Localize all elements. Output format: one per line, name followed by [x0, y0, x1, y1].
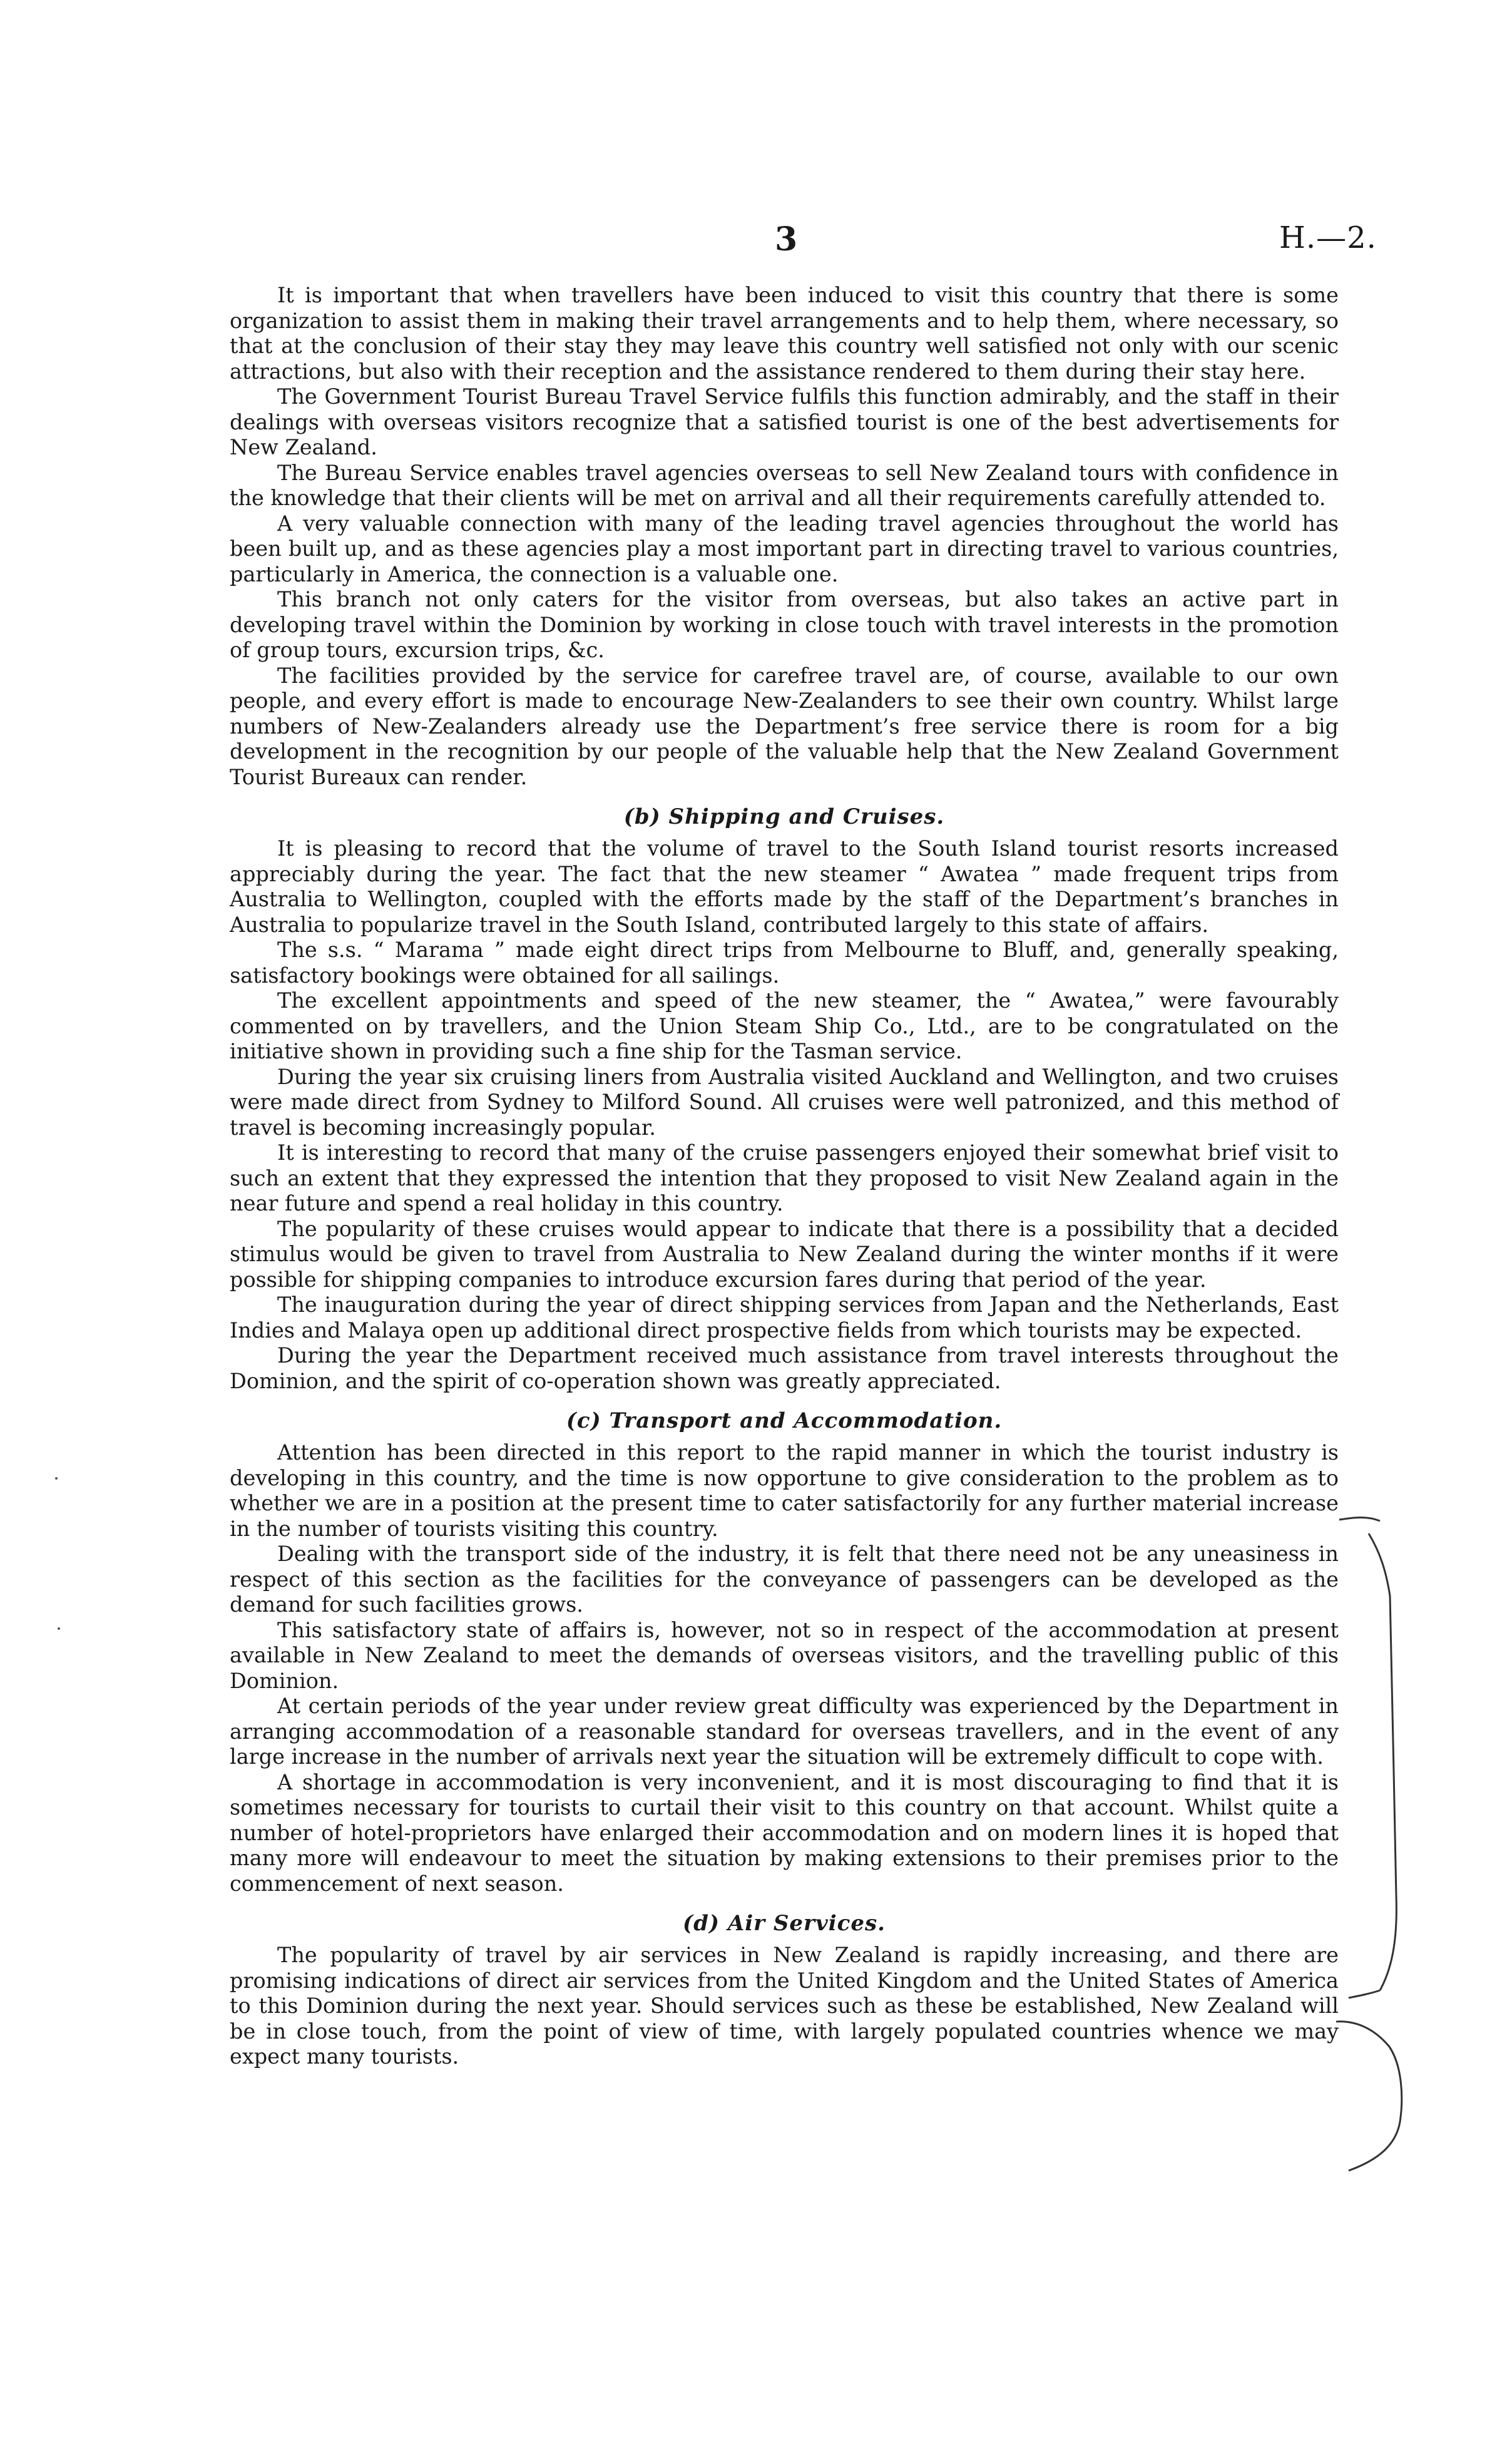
section-heading-air: (d) Air Services.	[683, 1911, 886, 1936]
paragraph: This satisfactory state of affairs is, however, not so in respect of the accommodation at present available in New Zealand to meet the demands of overseas visitors, and the travelling public of this Dominion.	[230, 1617, 1339, 1693]
paragraph: A very valuable connection with many of the leading travel agencies throughout the world has been built up, and as these agencies play a most important part in directing travel to various countries, particularly in America, the connection is a valuable one.	[230, 511, 1339, 586]
paragraph: This branch not only caters for the visitor from overseas, but also takes an active part in developing travel within the Dominion by working in close touch with travel interests in the promotion of group tours, excursion trips, &c.	[230, 587, 1339, 662]
stray-mark	[55, 1477, 58, 1480]
paragraph: It is important that when travellers have been induced to visit this country that there is some organization to assist them in making their travel arrangements and to help them, where necessary, so that at the conclusion of their stay they may leave this country well satisfied not only with our scenic attractions, but also with their reception and the assistance rendered to them during their stay here.	[230, 283, 1339, 384]
section-heading-shipping: (b) Shipping and Cruises.	[623, 804, 945, 829]
stray-mark	[58, 1627, 60, 1630]
paragraph: Attention has been directed in this report to the rapid manner in which the tourist industry is developing in this country, and the time is now opportune to give consideration to the problem as to whether we are in a position at the present time to cater satisfactorily for any further material increase in the number of tourists visiting this country.	[230, 1440, 1339, 1541]
paragraph: The s.s. “ Marama ” made eight direct trips from Melbourne to Bluff, and, generally speaking, satisfactory bookings were obtained for all sailings.	[230, 938, 1339, 988]
paragraph: During the year the Department received much assistance from travel interests throughout the Dominion, and the spirit of co-operation shown was greatly appreciated.	[230, 1343, 1339, 1393]
transport-section	[230, 1408, 1339, 1896]
paragraph: A shortage in accommodation is very inconvenient, and it is most discouraging to find that it is sometimes necessary for tourists to curtail their visit to this country on that account. Whilst quite a number of hotel-proprietors have enlarged their accommodation and on modern lines it is hoped that many more will endeavour to meet the situation by making extensions to their premises prior to the commencement of next season.	[230, 1769, 1339, 1896]
paragraph: It is interesting to record that many of the cruise passengers enjoyed their somewhat brief visit to such an extent that they expressed the intention that they proposed to visit New Zealand again in the near future and spend a real holiday in this country.	[230, 1140, 1339, 1215]
paragraph: The popularity of these cruises would appear to indicate that there is a possibility that a decided stimulus would be given to travel from Australia to New Zealand during the winter months if it were possible for shipping companies to introduce excursion fares during that period of the year.	[230, 1216, 1339, 1292]
margin-bracket-mark-air	[1330, 2015, 1418, 2178]
page-number: 3	[775, 220, 798, 258]
report-body	[230, 283, 1339, 2070]
shipping-section	[230, 804, 1339, 1394]
paragraph: The popularity of travel by air services in New Zealand is rapidly increasing, and there are promising indications of direct air services from the United Kingdom and the United States of America to this Dominion during the next year. Should services such as these be established, New Zealand will be in close touch, from the point of view of time, with largely populated countries whence we may expect many tourists.	[230, 1943, 1339, 2069]
paragraph: The excellent appointments and speed of the new steamer, the “ Awatea,” were favourably commented on by travellers, and the Union Steam Ship Co., Ltd., are to be congratulated on the initiative shown in providing such a fine ship for the Tasman service.	[230, 988, 1339, 1063]
section-heading-transport: (c) Transport and Accommodation.	[566, 1408, 1003, 1433]
margin-bracket-mark	[1336, 1508, 1418, 2003]
paragraph: It is pleasing to record that the volume of travel to the South Island tourist resorts increased appreciably during the year. The fact that the new steamer “ Awatea ” made frequent trips from Australia to Wellington, coupled with the efforts made by the staff of the Department’s branches in Australia to popularize travel in the South Island, contributed largely to this state of affairs.	[230, 836, 1339, 937]
paragraph: At certain periods of the year under review great difficulty was experienced by the Department in arranging accommodation of a reasonable standard for overseas travellers, and in the event of any large increase in the number of arrivals next year the situation will be extremely difficult to cope with.	[230, 1694, 1339, 1769]
intro-section	[230, 283, 1339, 790]
paragraph: Dealing with the transport side of the industry, it is felt that there need not be any uneasiness in respect of this section as the facilities for the conveyance of passengers can be developed as the demand for such facilities grows.	[230, 1542, 1339, 1617]
page-header	[0, 220, 1512, 258]
air-section	[230, 1910, 1339, 2070]
paragraph: The Bureau Service enables travel agencies overseas to sell New Zealand tours with confidence in the knowledge that their clients will be met on arrival and all their requirements carefully attended to.	[230, 460, 1339, 510]
paragraph: During the year six cruising liners from Australia visited Auckland and Wellington, and two cruises were made direct from Sydney to Milford Sound. All cruises were well patronized, and this method of travel is becoming increasingly popular.	[230, 1064, 1339, 1140]
document-reference: H.—2.	[1279, 220, 1377, 255]
paragraph: The facilities provided by the service for carefree travel are, of course, available to our own people, and every effort is made to encourage New-Zealanders to see their own country. Whilst large numbers of New-Zealanders already use the Department’s free service there is room for a big development in the recognition by our people of the valuable help that the New Zealand Government Tourist Bureaux can render.	[230, 663, 1339, 789]
paragraph: The Government Tourist Bureau Travel Service fulfils this function admirably, and the staff in their dealings with overseas visitors recognize that a satisfied tourist is one of the best advertisements for New Zealand.	[230, 384, 1339, 459]
paragraph: The inauguration during the year of direct shipping services from Japan and the Netherlands, East Indies and Malaya open up additional direct prospective fields from which tourists may be expected.	[230, 1292, 1339, 1343]
